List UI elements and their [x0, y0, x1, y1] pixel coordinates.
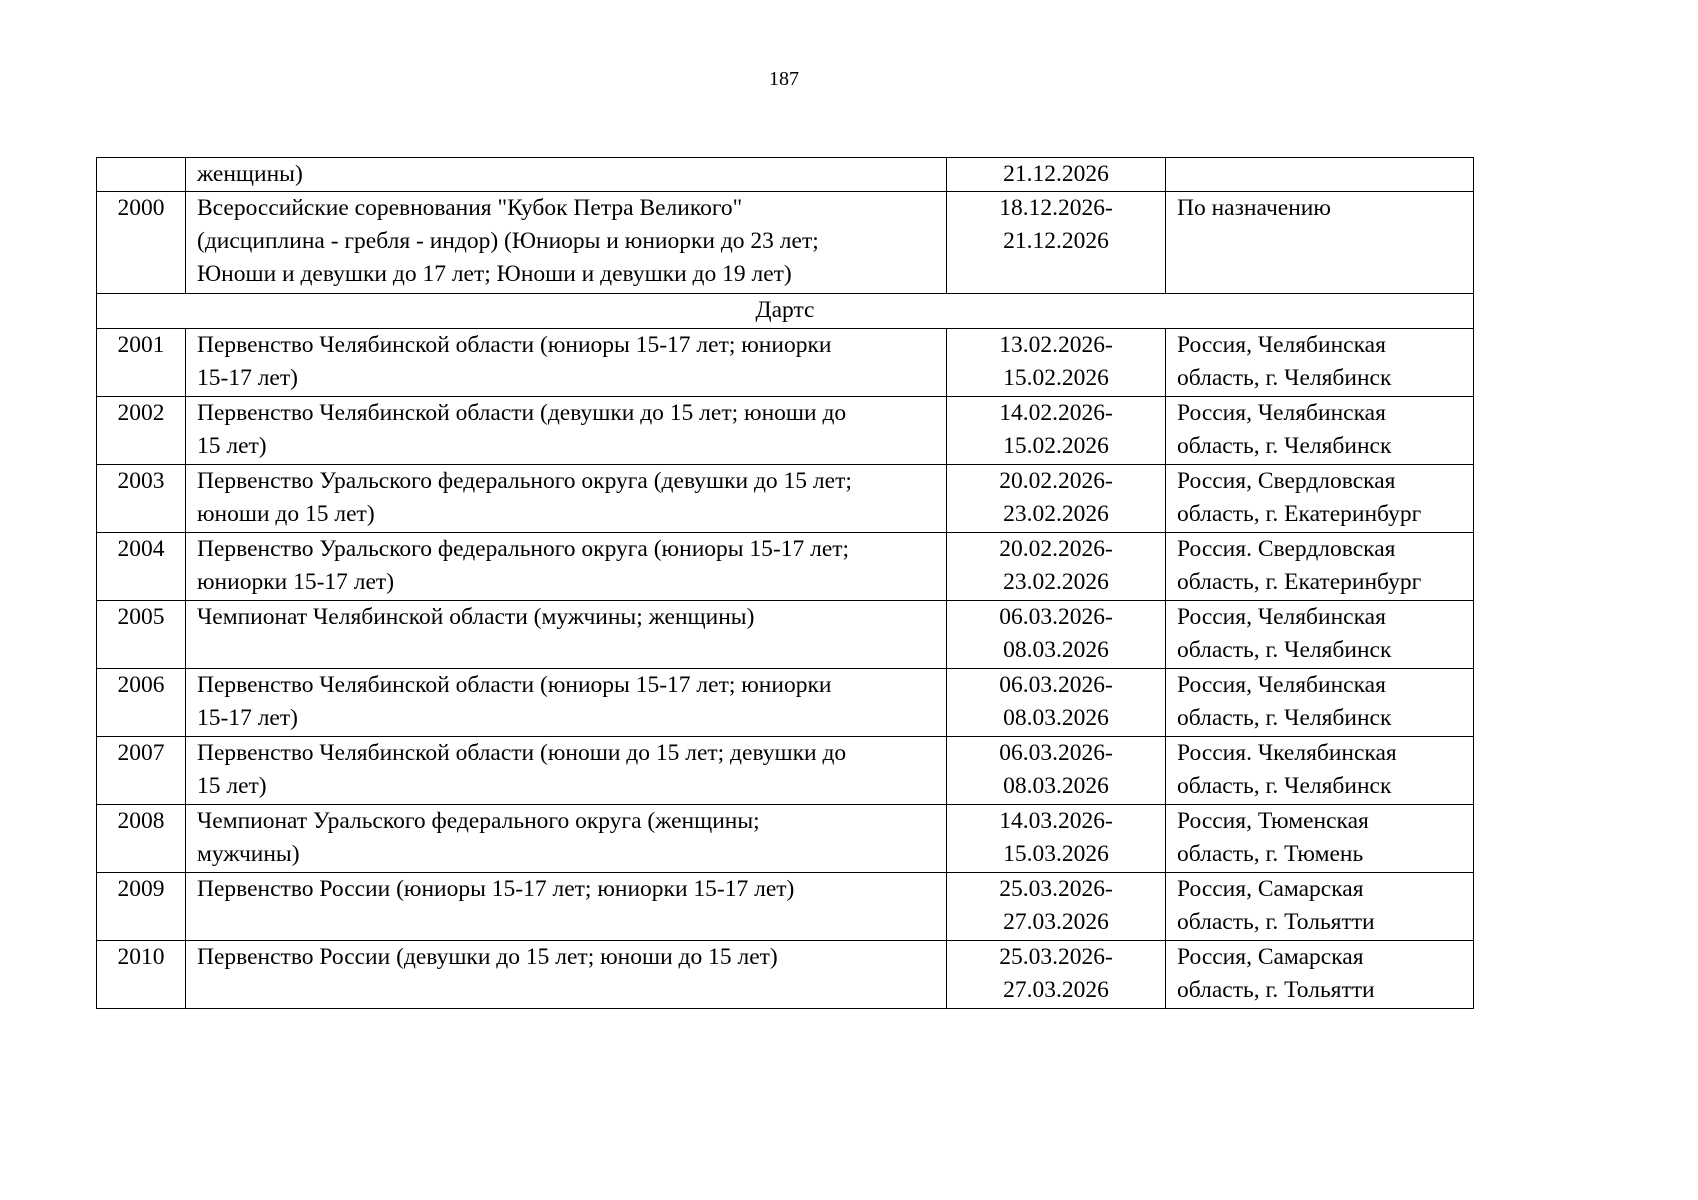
event-date-line: 15.02.2026 — [1003, 365, 1109, 391]
event-date-line: 15.02.2026 — [1003, 433, 1109, 459]
event-date-line: 06.03.2026- — [999, 604, 1113, 630]
event-name-cell — [186, 192, 947, 294]
event-name-line: Первенство Челябинской области (юноши до 15 лет; девушки до — [197, 740, 847, 766]
event-name-cell — [186, 805, 947, 873]
event-name-line: Первенство Челябинской области (юниоры 15-17 лет; юниорки — [197, 672, 832, 698]
event-date-cell — [947, 737, 1166, 805]
event-date-line: 13.02.2026- — [999, 332, 1113, 358]
event-name-line: мужчины) — [197, 841, 300, 867]
event-place-line: область, г. Челябинск — [1177, 637, 1392, 663]
event-name-cell — [186, 158, 947, 192]
event-date-line: 08.03.2026 — [1003, 705, 1109, 731]
event-date-cell — [947, 192, 1166, 294]
event-number-cell — [97, 465, 186, 533]
table-row — [97, 601, 1474, 669]
table-row — [97, 329, 1474, 397]
event-name-line: 15-17 лет) — [197, 705, 298, 731]
event-number: 2001 — [117, 332, 165, 358]
event-place-cell — [1166, 465, 1474, 533]
event-date-line: 23.02.2026 — [1003, 569, 1109, 595]
event-place-line: Россия, Челябинская — [1177, 672, 1386, 698]
page-number: 187 — [769, 68, 799, 90]
event-date-line: 25.03.2026- — [999, 876, 1113, 902]
event-name-line: (дисциплина - гребля - индор) (Юниоры и юниорки до 23 лет; — [197, 228, 819, 254]
event-place-cell — [1166, 397, 1474, 465]
event-number-cell — [97, 669, 186, 737]
event-place-line: область, г. Челябинск — [1177, 365, 1392, 391]
event-date-line: 14.02.2026- — [999, 400, 1113, 426]
event-number-cell — [97, 192, 186, 294]
event-name-cell — [186, 941, 947, 1009]
event-number: 2003 — [117, 468, 165, 494]
event-number: 2006 — [117, 672, 165, 698]
event-date-cell — [947, 601, 1166, 669]
event-date-line: 15.03.2026 — [1003, 841, 1109, 867]
event-date-cell — [947, 158, 1166, 192]
event-place-line: Россия. Чкелябинская — [1177, 740, 1397, 766]
event-number: 2007 — [117, 740, 165, 766]
table-row — [97, 873, 1474, 941]
event-place-line: Россия, Свердловская — [1177, 468, 1396, 494]
event-date-line: 20.02.2026- — [999, 536, 1113, 562]
event-place-cell — [1166, 941, 1474, 1009]
event-date-line: 06.03.2026- — [999, 672, 1113, 698]
event-name-line: Чемпионат Уральского федерального округа (женщины; — [197, 808, 760, 834]
event-place-cell — [1166, 873, 1474, 941]
event-place-cell — [1166, 737, 1474, 805]
event-name-line: Первенство Уральского федерального округа (юниоры 15-17 лет; — [197, 536, 850, 562]
table-row — [97, 669, 1474, 737]
event-date-line: 27.03.2026 — [1003, 909, 1109, 935]
event-number-cell — [97, 397, 186, 465]
event-date-cell — [947, 329, 1166, 397]
event-place-cell — [1166, 192, 1474, 294]
event-date-cell — [947, 805, 1166, 873]
event-place-line: область, г. Челябинск — [1177, 433, 1392, 459]
event-place-cell — [1166, 601, 1474, 669]
event-place-cell — [1166, 329, 1474, 397]
event-name-line: Первенство Челябинской области (девушки до 15 лет; юноши до — [197, 400, 847, 426]
event-number: 2008 — [117, 808, 165, 834]
event-number-cell — [97, 601, 186, 669]
event-place-line: область, г. Екатеринбург — [1177, 569, 1422, 595]
event-place-line: область, г. Тольятти — [1177, 909, 1375, 935]
event-name-line: Чемпионат Челябинской области (мужчины; женщины) — [197, 604, 755, 630]
event-name-cell — [186, 533, 947, 601]
event-date-cell — [947, 941, 1166, 1009]
table-row — [97, 805, 1474, 873]
event-name-line: 15 лет) — [197, 433, 267, 459]
table-row — [97, 941, 1474, 1009]
event-name-line: Юноши и девушки до 17 лет; Юноши и девушки до 19 лет) — [197, 261, 792, 287]
event-name-line: Первенство России (юниоры 15-17 лет; юниорки 15-17 лет) — [197, 876, 795, 902]
event-place-line: область, г. Тольятти — [1177, 977, 1375, 1003]
event-date-line: 18.12.2026- — [999, 195, 1113, 221]
table-row — [97, 465, 1474, 533]
event-name-line: 15-17 лет) — [197, 365, 298, 391]
event-name-cell — [186, 465, 947, 533]
event-number: 2000 — [117, 195, 165, 221]
event-number-cell — [97, 158, 186, 192]
event-place-line: Россия, Челябинская — [1177, 332, 1386, 358]
event-date-line: 08.03.2026 — [1003, 637, 1109, 663]
events-table — [96, 157, 1474, 1009]
event-date-cell — [947, 669, 1166, 737]
event-date-line: 21.12.2026 — [1003, 161, 1109, 187]
section-header-row — [97, 294, 1474, 329]
event-date-line: 21.12.2026 — [1003, 228, 1109, 254]
event-date-cell — [947, 873, 1166, 941]
event-number: 2009 — [117, 876, 165, 902]
event-number-cell — [97, 329, 186, 397]
event-date-cell — [947, 465, 1166, 533]
event-name-line: юниорки 15-17 лет) — [197, 569, 395, 595]
event-number: 2004 — [117, 536, 165, 562]
event-place-line: Россия, Самарская — [1177, 876, 1364, 902]
event-place-line: Россия. Свердловская — [1177, 536, 1396, 562]
event-number: 2002 — [117, 400, 165, 426]
event-place-line: Россия, Челябинская — [1177, 400, 1386, 426]
event-name-cell — [186, 669, 947, 737]
event-place-line: область, г. Челябинск — [1177, 773, 1392, 799]
event-date-line: 27.03.2026 — [1003, 977, 1109, 1003]
event-name-line: 15 лет) — [197, 773, 267, 799]
event-number: 2005 — [117, 604, 165, 630]
event-name-line: Первенство России (девушки до 15 лет; юноши до 15 лет) — [197, 944, 778, 970]
event-place-line: область, г. Тюмень — [1177, 841, 1364, 867]
event-date-cell — [947, 397, 1166, 465]
event-name-cell — [186, 737, 947, 805]
event-name-cell — [186, 601, 947, 669]
event-place-line: Россия, Челябинская — [1177, 604, 1386, 630]
event-place-cell — [1166, 533, 1474, 601]
event-place-line: По назначению — [1177, 195, 1331, 221]
table-row — [97, 737, 1474, 805]
table-row — [97, 192, 1474, 294]
table-row — [97, 397, 1474, 465]
event-number-cell — [97, 873, 186, 941]
event-date-cell — [947, 533, 1166, 601]
table-row — [97, 533, 1474, 601]
event-number-cell — [97, 805, 186, 873]
section-title: Дартс — [97, 294, 1474, 329]
table-row-continuation — [97, 158, 1474, 192]
event-place-cell — [1166, 158, 1474, 192]
event-place-cell — [1166, 669, 1474, 737]
event-number-cell — [97, 737, 186, 805]
event-name-line: Всероссийские соревнования "Кубок Петра Великого" — [197, 195, 743, 221]
event-name-line: юноши до 15 лет) — [197, 501, 375, 527]
event-name-line: женщины) — [197, 161, 303, 187]
event-name-line: Первенство Уральского федерального округа (девушки до 15 лет; — [197, 468, 852, 494]
event-place-line: область, г. Екатеринбург — [1177, 501, 1422, 527]
event-place-line: область, г. Челябинск — [1177, 705, 1392, 731]
event-number: 2010 — [117, 944, 165, 970]
event-place-line: Россия, Тюменская — [1177, 808, 1369, 834]
event-date-line: 25.03.2026- — [999, 944, 1113, 970]
event-date-line: 06.03.2026- — [999, 740, 1113, 766]
section-rows — [97, 329, 1474, 1009]
event-place-line: Россия, Самарская — [1177, 944, 1364, 970]
event-date-line: 20.02.2026- — [999, 468, 1113, 494]
event-name-cell — [186, 397, 947, 465]
event-number-cell — [97, 533, 186, 601]
event-date-line: 23.02.2026 — [1003, 501, 1109, 527]
event-name-line: Первенство Челябинской области (юниоры 15-17 лет; юниорки — [197, 332, 832, 358]
event-date-line: 08.03.2026 — [1003, 773, 1109, 799]
event-place-cell — [1166, 805, 1474, 873]
event-name-cell — [186, 329, 947, 397]
event-date-line: 14.03.2026- — [999, 808, 1113, 834]
event-number-cell — [97, 941, 186, 1009]
event-name-cell — [186, 873, 947, 941]
